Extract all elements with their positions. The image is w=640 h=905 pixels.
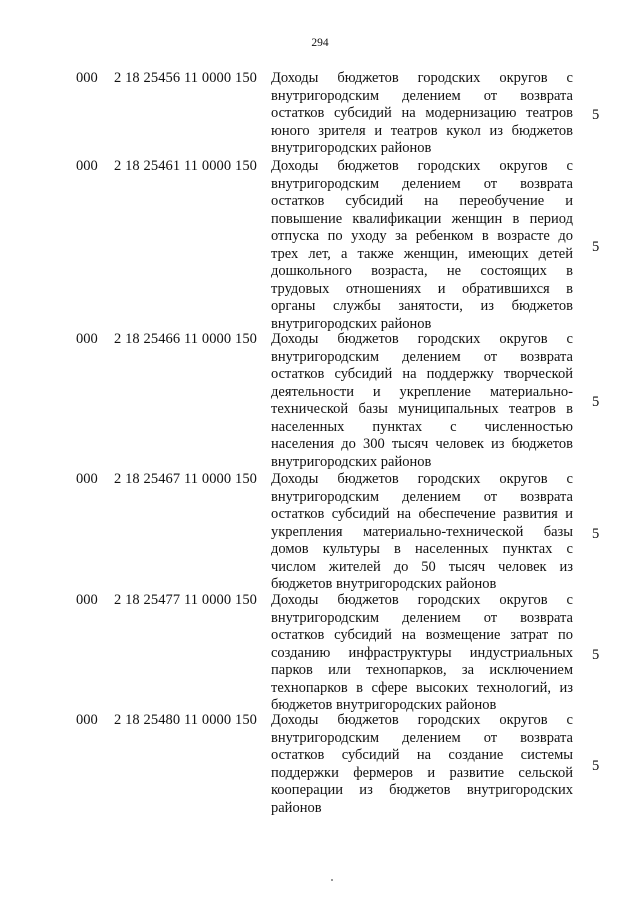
description-line: бюджетов внутригородских районов	[271, 697, 497, 713]
description-line: числом жителей до 50 тысяч человек из	[271, 558, 573, 575]
budget-classification-code: 2 18 25456 11 0000 150	[114, 70, 258, 86]
budget-classification-code: 2 18 25461 11 0000 150	[114, 158, 258, 174]
income-description	[271, 70, 573, 158]
admin-code: 000	[76, 158, 98, 174]
description-line: домов культуры в населенных пунктах с	[271, 541, 573, 557]
amount-value: 5	[592, 238, 600, 255]
description-line: внутригородских районов	[271, 453, 432, 470]
income-description	[271, 712, 573, 817]
admin-code: 000	[76, 592, 98, 608]
description-line: парков или технопарков, за исключением	[271, 662, 573, 678]
admin-code: 000	[76, 712, 98, 728]
page-number: 294	[311, 37, 329, 49]
amount-value: 5	[592, 107, 600, 123]
budget-classification-code: 2 18 25477 11 0000 150	[114, 592, 258, 608]
table-row	[0, 331, 640, 471]
description-line: внутригородским делением от возврата	[271, 348, 573, 365]
description-line: остатков субсидий на переобучение и	[271, 193, 573, 209]
description-line: Доходы бюджетов городских округов с	[271, 158, 573, 174]
budget-classification-code: 2 18 25466 11 0000 150	[114, 331, 258, 347]
description-line: остатков субсидий на модернизацию театров	[271, 105, 573, 121]
description-line: технопарков в сфере высоких технологий, из	[271, 679, 573, 696]
table-row	[0, 592, 640, 715]
description-line: технической базы муниципальных театров в	[271, 401, 573, 417]
description-line: Доходы бюджетов городских округов с	[271, 471, 573, 487]
description-line: внутригородских районов	[271, 140, 432, 156]
income-description	[271, 471, 573, 594]
description-line: юного зрителя и театров кукол из бюджетов	[271, 122, 573, 139]
description-line: населенных пунктах с численностью	[271, 418, 573, 435]
description-line: деятельности и укрепление материально-	[271, 383, 573, 400]
amount-value: 5	[592, 525, 600, 542]
description-line: остатков субсидий на создание системы	[271, 747, 573, 763]
scan-speck	[331, 879, 333, 881]
description-line: остатков субсидий на поддержку творческой	[271, 366, 573, 382]
description-line: поддержки фермеров и развитие сельской	[271, 764, 573, 781]
budget-classification-code: 2 18 25467 11 0000 150	[114, 471, 258, 487]
table-row	[0, 471, 640, 594]
table-row	[0, 70, 640, 158]
budget-classification-code: 2 18 25480 11 0000 150	[114, 712, 258, 728]
table-row	[0, 158, 640, 333]
admin-code: 000	[76, 471, 98, 487]
description-line: отпуска по уходу за ребенком в возрасте до	[271, 228, 573, 244]
description-line: остатков субсидий на обеспечение развития и	[271, 506, 573, 522]
description-line: населения до 300 тысяч человек из бюджетов	[271, 436, 573, 452]
amount-value: 5	[592, 394, 600, 411]
description-line: повышение квалификации женщин в период	[271, 210, 573, 227]
description-line: трех лет, а также женщин, имеющих детей	[271, 245, 573, 262]
amount-value: 5	[592, 646, 600, 663]
description-line: внутригородским делением от возврата	[271, 175, 573, 192]
description-line: внутригородским делением от возврата	[271, 87, 573, 104]
table-row	[0, 712, 640, 817]
admin-code: 000	[76, 331, 98, 347]
description-line: кооперации из бюджетов внутригородских	[271, 782, 573, 798]
description-line: Доходы бюджетов городских округов с	[271, 592, 573, 608]
income-description	[271, 592, 573, 715]
description-line: внутригородских районов	[271, 315, 432, 332]
description-line: трудовых отношениях и обратившихся в	[271, 280, 573, 297]
description-line: остатков субсидий на возмещение затрат по	[271, 627, 573, 643]
description-line: Доходы бюджетов городских округов с	[271, 331, 573, 347]
description-line: бюджетов внутригородских районов	[271, 576, 497, 592]
amount-value: 5	[592, 757, 600, 774]
description-line: Доходы бюджетов городских округов с	[271, 70, 573, 86]
income-description	[271, 158, 573, 333]
description-line: внутригородским делением от возврата	[271, 488, 573, 505]
description-line: укрепления материально-технической базы	[271, 523, 573, 540]
income-description	[271, 331, 573, 471]
description-line: районов	[271, 799, 322, 816]
admin-code: 000	[76, 70, 98, 86]
description-line: дошкольного возраста, не состоящих в	[271, 263, 573, 279]
description-line: Доходы бюджетов городских округов с	[271, 712, 573, 728]
description-line: созданию инфраструктуры индустриальных	[271, 644, 573, 661]
description-line: внутригородским делением от возврата	[271, 609, 573, 626]
description-line: внутригородским делением от возврата	[271, 729, 573, 746]
description-line: органы службы занятости, из бюджетов	[271, 298, 573, 314]
